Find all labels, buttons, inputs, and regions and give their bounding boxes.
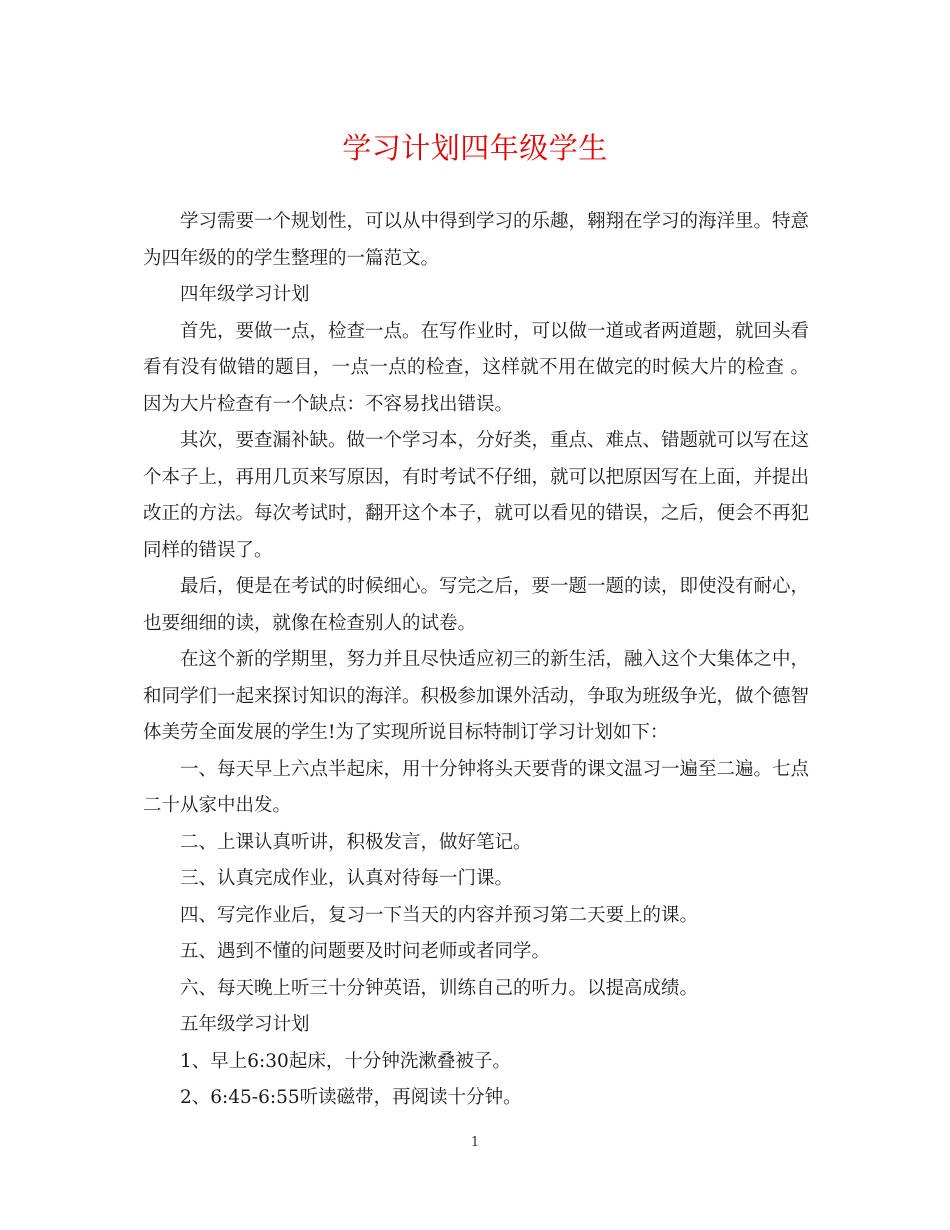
page-number: 1 bbox=[470, 1135, 480, 1150]
plan-item-5: 五、遇到不懂的问题要及时问老师或者同学。 bbox=[180, 941, 551, 962]
paragraph-first: 首先，要做一点，检查一点。在写作业时，可以做一道或者两道题，就回头看看有没有做错的题目，一点一点的检查，这样就不用在做完的时候大片的检查 。因为大片检查有一个缺点：不容易找出错误。 bbox=[143, 320, 810, 415]
plan-item-3: 三、认真完成作业，认真对待每一门课。 bbox=[180, 868, 514, 889]
section-heading-grade-four: 四年级学习计划 bbox=[180, 284, 310, 305]
plan-item-6: 六、每天晚上听三十分钟英语，训练自己的听力。以提高成绩。 bbox=[180, 977, 699, 999]
document-body bbox=[143, 204, 809, 1117]
intro-paragraph: 学习需要一个规划性，可以从中得到学习的乐趣，翱翔在学习的海洋里。特意为四年级的的学生整理的一篇范文。 bbox=[143, 211, 810, 269]
plan-item-2: 二、上课认真听讲，积极发言，做好笔记。 bbox=[180, 831, 532, 853]
paragraph-new-term: 在这个新的学期里，努力并且尽快适应初三的新生活，融入这个大集体之中，和同学们一起来探讨知识的海洋。积极参加课外活动，争取为班级争光，做个德智体美劳全面发展的学生!为了实现所说目标特制订学习计划如下： bbox=[143, 649, 810, 743]
plan-item-4: 四、写完作业后，复习一下当天的内容并预习第二天要上的课。 bbox=[180, 904, 699, 926]
schedule-item-2: 2、6:45-6:55听读磁带，再阅读十分钟。 bbox=[180, 1087, 522, 1108]
section-heading-grade-five: 五年级学习计划 bbox=[180, 1014, 310, 1035]
schedule-item-1: 1、早上6:30起床，十分钟洗漱叠被子。 bbox=[180, 1050, 511, 1072]
paragraph-second: 其次，要查漏补缺。做一个学习本，分好类，重点、难点、错题就可以写在这个本子上，再用几页来写原因，有时考试不仔细，就可以把原因写在上面，并提出改正的方法。每次考试时，翻开这个本子，就可以看见的错误，之后，便会不再犯同样的错误了。 bbox=[143, 430, 810, 561]
document-title: 学习计划四年级学生 bbox=[342, 131, 608, 165]
paragraph-last: 最后，便是在考试的时候细心。写完之后，要一题一题的读，即使没有耐心，也要细细的读，就像在检查别人的试卷。 bbox=[143, 576, 810, 634]
plan-item-1: 一、每天早上六点半起床，用十分钟将头天要背的课文温习一遍至二遍。七点二十从家中出发。 bbox=[143, 758, 810, 816]
